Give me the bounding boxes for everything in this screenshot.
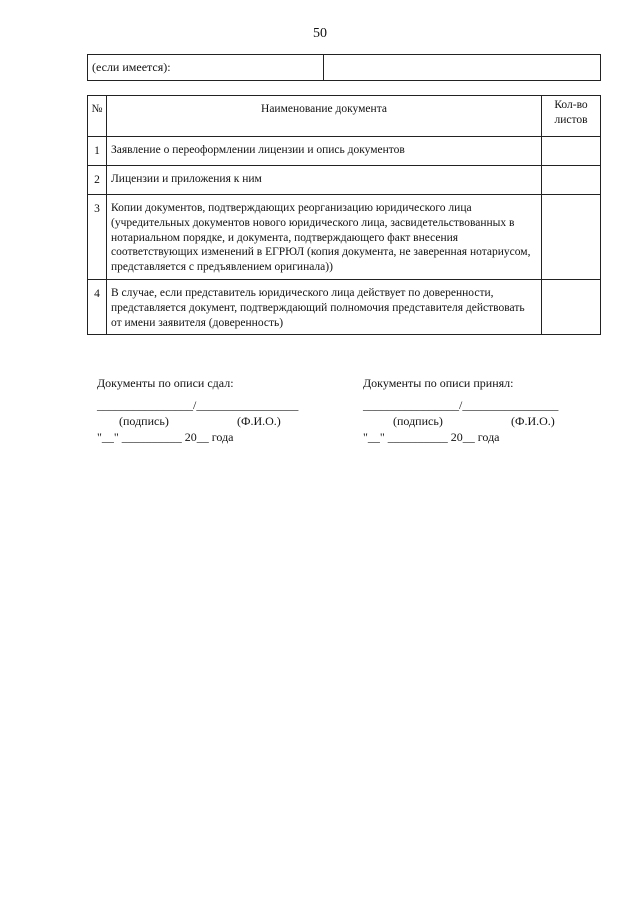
documents-table (87, 95, 601, 335)
header-sheet-count: Кол-во листов (542, 96, 601, 137)
row-sheet-count (542, 279, 601, 334)
table-row (88, 166, 601, 195)
signature-line: ________________/_________________ (97, 398, 299, 412)
applicant-info-table (87, 54, 601, 81)
row-sheet-count (542, 195, 601, 280)
accepted-by-label: Документы по описи принял: (363, 376, 514, 390)
row-sheet-count (542, 166, 601, 195)
row-number: 1 (88, 137, 107, 166)
name-caption: (Ф.И.О.) (511, 414, 555, 428)
signature-caption: (подпись) (393, 414, 443, 428)
row-document-name: В случае, если представитель юридического лица действует по доверенности, представляется документ, подтверждающий полномочия представителя действовать от имени заявителя (доверенность) (107, 279, 542, 334)
accepted-by-signature-block (363, 376, 603, 456)
date-line: "__" __________ 20__ года (97, 430, 234, 444)
submitted-by-signature-block (97, 376, 337, 456)
signature-line: ________________/________________ (363, 398, 559, 412)
if-available-label: (если имеется): (88, 55, 324, 81)
row-sheet-count (542, 137, 601, 166)
row-document-name: Лицензии и приложения к ним (107, 166, 542, 195)
table-row (88, 137, 601, 166)
date-line: "__" __________ 20__ года (363, 430, 500, 444)
submitted-by-label: Документы по описи сдал: (97, 376, 234, 390)
if-available-value (324, 55, 601, 81)
row-document-name: Копии документов, подтверждающих реорганизацию юридического лица (учредительных документов нового юридического лица, засвидетельствованных в нотариальном порядке, и документа, подтверждающего факт внесения соответствующих изменений в ЕГРЮЛ (копия документа, не заверенная нотариусом, представляется с предъявлением оригинала)) (107, 195, 542, 280)
table-row (88, 279, 601, 334)
header-number: № (88, 96, 107, 137)
row-number: 4 (88, 279, 107, 334)
header-document-name: Наименование документа (107, 96, 542, 137)
signature-caption: (подпись) (119, 414, 169, 428)
row-number: 3 (88, 195, 107, 280)
row-document-name: Заявление о переоформлении лицензии и опись документов (107, 137, 542, 166)
name-caption: (Ф.И.О.) (237, 414, 281, 428)
row-number: 2 (88, 166, 107, 195)
table-header-row (88, 96, 601, 137)
table-row (88, 195, 601, 280)
page-number: 50 (313, 26, 327, 41)
table-row (88, 55, 601, 81)
